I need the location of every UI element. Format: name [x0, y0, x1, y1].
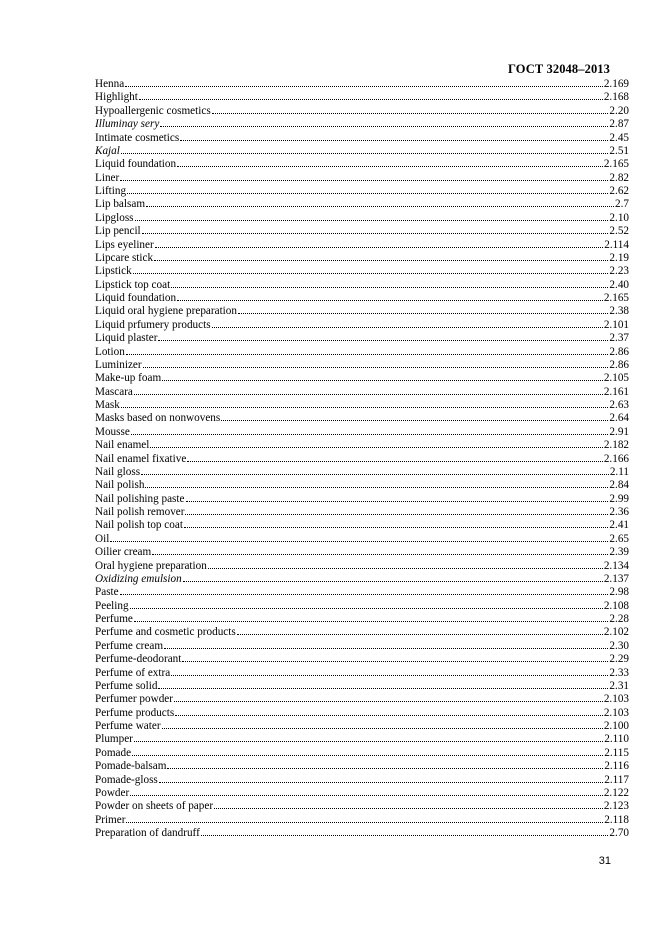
dot-leader: [237, 634, 603, 635]
index-reference: 2.165: [603, 292, 629, 304]
index-term: Oilier cream: [95, 546, 152, 559]
index-reference: 2.63: [609, 399, 629, 411]
index-reference: 2.28: [609, 613, 629, 625]
index-entry: [95, 640, 629, 653]
index-reference: 2.86: [609, 358, 629, 371]
dot-leader: [134, 621, 609, 622]
index-entry: [95, 372, 629, 385]
index-reference: 2.166: [603, 452, 629, 465]
index-entry: [95, 212, 629, 225]
index-reference: 2.110: [604, 733, 629, 746]
index-reference: 2.117: [604, 773, 629, 786]
index-reference: 2.20: [609, 104, 629, 117]
index-entry: [95, 800, 629, 813]
index-entry: [95, 613, 629, 626]
index-reference: 2.37: [609, 332, 629, 345]
index-term: Pomade: [95, 746, 132, 759]
index-term: Illuminay sery: [95, 118, 160, 131]
index-entry: [95, 626, 629, 639]
index-reference: 2.65: [609, 532, 629, 545]
index-entry: [95, 158, 629, 171]
index-reference: 2.45: [609, 131, 629, 144]
index-entry: [95, 426, 629, 439]
dot-leader: [150, 447, 602, 448]
index-reference: 2.84: [609, 479, 629, 492]
index-reference: 2.51: [609, 144, 629, 157]
index-entry: [95, 747, 629, 760]
index-term: Liquid foundation: [95, 292, 177, 304]
index-entry: [95, 172, 629, 185]
index-term: Powder on sheets of paper: [95, 800, 214, 813]
index-entry: [95, 546, 629, 559]
index-entry: [95, 774, 629, 787]
index-entry: [95, 252, 629, 265]
dot-leader: [146, 206, 614, 207]
index-reference: 2.64: [609, 412, 629, 425]
index-reference: 2.7: [615, 198, 629, 211]
dot-leader: [182, 661, 608, 662]
dot-leader: [152, 554, 608, 555]
index-term: Henna: [95, 78, 125, 90]
index-term: Plumper: [95, 733, 133, 746]
index-reference: 2.103: [603, 693, 629, 706]
dot-leader: [134, 394, 603, 395]
index-entry: [95, 279, 629, 292]
index-term: Kajal: [95, 144, 120, 157]
dot-leader: [167, 768, 603, 769]
dot-leader: [130, 795, 603, 796]
dot-leader: [183, 581, 603, 582]
index-reference: 2.33: [609, 666, 629, 679]
dot-leader: [132, 755, 603, 756]
dot-leader: [155, 247, 604, 248]
index-term: Intimate cosmetics: [95, 131, 180, 144]
index-term: Lifting: [95, 185, 127, 197]
dot-leader: [142, 233, 609, 234]
dot-leader: [201, 835, 609, 836]
index-entry: [95, 225, 629, 238]
dot-leader: [130, 608, 603, 609]
index-term: Perfume water: [95, 720, 161, 732]
index-reference: 2.116: [604, 760, 629, 773]
index-entry: [95, 667, 629, 680]
index-entry: [95, 693, 629, 706]
index-entry: [95, 560, 629, 573]
index-term: Nail enamel fixative: [95, 452, 187, 465]
dot-leader: [158, 340, 608, 341]
dot-leader: [208, 568, 603, 569]
index-entry: [95, 386, 629, 399]
index-term: Liquid plaster: [95, 332, 158, 345]
dot-leader: [145, 487, 608, 488]
index-reference: 2.169: [603, 78, 629, 90]
index-entry: [95, 707, 629, 720]
dot-leader: [133, 273, 609, 274]
index-entry: [95, 305, 629, 318]
dot-leader: [141, 474, 609, 475]
index-reference: 2.23: [609, 265, 629, 278]
index-reference: 2.161: [603, 385, 629, 398]
index-reference: 2.101: [603, 318, 629, 331]
index-entry: [95, 586, 629, 599]
dot-leader: [110, 541, 608, 542]
dot-leader: [121, 153, 609, 154]
index-entry: [95, 399, 629, 412]
index-term: Primer: [95, 813, 126, 826]
dot-leader: [158, 688, 608, 689]
index-term: Liquid prfumery products: [95, 318, 211, 331]
dot-leader: [160, 126, 608, 127]
dot-leader: [134, 741, 603, 742]
dot-leader: [212, 113, 609, 114]
index-reference: 2.52: [609, 225, 629, 238]
index-entry: [95, 787, 629, 800]
index-reference: 2.123: [603, 800, 629, 813]
index-term: Lipcare stick: [95, 251, 154, 264]
index-entry: [95, 118, 629, 131]
index-reference: 2.108: [603, 599, 629, 612]
index-reference: 2.99: [609, 492, 629, 505]
index-term: Nail polish remover: [95, 506, 185, 518]
index-reference: 2.105: [603, 372, 629, 385]
dot-leader: [135, 220, 609, 221]
index-term: Nail gloss: [95, 465, 141, 478]
index-term: Perfume cream: [95, 639, 164, 652]
index-term: Mask: [95, 399, 120, 411]
index-term: Oil: [95, 532, 110, 545]
index-entry: [95, 359, 629, 372]
index-reference: 2.165: [603, 158, 629, 171]
dot-leader: [143, 367, 609, 368]
index-reference: 2.87: [609, 118, 629, 131]
index-entry: [95, 78, 629, 91]
index-term: Lipstick top coat: [95, 278, 171, 291]
index-reference: 2.168: [603, 91, 629, 104]
index-term: Nail enamel: [95, 439, 150, 452]
index-term: Perfumer powder: [95, 693, 173, 706]
index-reference: 2.100: [603, 720, 629, 732]
index-term: Perfume-deodorant: [95, 653, 182, 666]
dot-leader: [154, 260, 608, 261]
index-term: Pomade-gloss: [95, 773, 158, 786]
dot-leader: [171, 287, 608, 288]
dot-leader: [120, 594, 609, 595]
index-reference: 2.29: [609, 653, 629, 666]
page-number: 31: [598, 855, 611, 867]
dot-leader: [126, 354, 609, 355]
index-entry: [95, 653, 629, 666]
dot-leader: [221, 420, 608, 421]
index-reference: 2.38: [609, 305, 629, 318]
index-reference: 2.19: [609, 251, 629, 264]
index-entry: [95, 332, 629, 345]
index-reference: 2.40: [609, 278, 629, 291]
index-reference: 2.114: [604, 238, 629, 251]
dot-leader: [175, 715, 603, 716]
index-reference: 2.70: [609, 827, 629, 839]
index-entry: [95, 265, 629, 278]
index-entry: [95, 198, 629, 211]
index-term: Paste: [95, 586, 119, 599]
document-header: ГОСТ 32048–2013: [507, 62, 610, 76]
index-entry: [95, 573, 629, 586]
index-entry: [95, 91, 629, 104]
index-entry: [95, 733, 629, 746]
index-entry: [95, 346, 629, 359]
dot-leader: [238, 313, 608, 314]
index-term: Nail polish: [95, 479, 145, 492]
index-reference: 2.182: [603, 439, 629, 452]
dot-leader: [131, 434, 609, 435]
index-term: Oxidizing emulsion: [95, 572, 182, 585]
index-term: Powder: [95, 786, 130, 799]
index-entry: [95, 814, 629, 827]
dot-leader: [126, 822, 603, 823]
index-term: Make-up foam: [95, 372, 162, 385]
index-reference: 2.98: [609, 586, 629, 599]
index-entry: [95, 479, 629, 492]
index-term: Perfume: [95, 613, 133, 625]
dot-leader: [177, 300, 603, 301]
index-term: Masks based on nonwovens: [95, 412, 221, 425]
index-reference: 2.86: [609, 345, 629, 358]
index-reference: 2.82: [609, 171, 629, 184]
index-entry: [95, 720, 629, 733]
index-term: Perfume of extra: [95, 666, 171, 679]
index-entry: [95, 760, 629, 773]
index-term: Liquid oral hygiene preparation: [95, 305, 237, 318]
dot-leader: [212, 327, 603, 328]
index-reference: 2.115: [604, 746, 629, 759]
index-term: Lipstick: [95, 265, 132, 278]
index-reference: 2.62: [609, 185, 629, 197]
dot-leader: [185, 514, 608, 515]
index-entry: [95, 453, 629, 466]
index-term: Lotion: [95, 345, 125, 358]
index-entry: [95, 506, 629, 519]
dot-leader: [214, 808, 603, 809]
index-entry: [95, 292, 629, 305]
dot-leader: [184, 527, 608, 528]
index-entry: [95, 239, 629, 252]
index-list: [95, 78, 629, 840]
index-reference: 2.36: [609, 506, 629, 518]
dot-leader: [162, 728, 603, 729]
index-reference: 2.30: [609, 639, 629, 652]
index-term: Mousse: [95, 425, 130, 438]
index-entry: [95, 412, 629, 425]
index-entry: [95, 185, 629, 198]
dot-leader: [180, 140, 608, 141]
dot-leader: [139, 99, 603, 100]
index-reference: 2.11: [609, 465, 629, 478]
index-term: Lip pencil: [95, 225, 141, 238]
dot-leader: [171, 675, 608, 676]
dot-leader: [127, 193, 608, 194]
index-reference: 2.137: [603, 572, 629, 585]
index-term: Highlight: [95, 91, 138, 104]
index-term: Hypoallergenic cosmetics: [95, 104, 211, 117]
dot-leader: [186, 501, 609, 502]
index-term: Nail polish top coat: [95, 519, 183, 532]
index-term: Perfume products: [95, 706, 175, 719]
index-reference: 2.118: [604, 813, 629, 826]
index-term: Peeling: [95, 599, 129, 612]
index-term: Perfume solid: [95, 679, 158, 692]
index-term: Liner: [95, 171, 120, 184]
index-term: Pomade-balsam: [95, 760, 167, 773]
index-term: Lipgloss: [95, 211, 134, 224]
index-term: Lip balsam: [95, 198, 146, 211]
index-term: Liquid foundation: [95, 158, 177, 171]
index-term: Luminizer: [95, 358, 142, 371]
index-entry: [95, 145, 629, 158]
index-entry: [95, 132, 629, 145]
index-entry: [95, 827, 629, 840]
dot-leader: [125, 86, 603, 87]
index-reference: 2.10: [609, 211, 629, 224]
index-reference: 2.41: [609, 519, 629, 532]
index-reference: 2.102: [603, 626, 629, 639]
index-entry: [95, 319, 629, 332]
dot-leader: [174, 701, 603, 702]
index-entry: [95, 519, 629, 532]
index-entry: [95, 533, 629, 546]
dot-leader: [121, 407, 609, 408]
index-term: Perfume and cosmetic products: [95, 626, 236, 639]
index-term: Oral hygiene preparation: [95, 559, 207, 572]
dot-leader: [164, 648, 608, 649]
index-entry: [95, 466, 629, 479]
index-entry: [95, 439, 629, 452]
dot-leader: [159, 782, 603, 783]
index-reference: 2.31: [609, 679, 629, 692]
index-reference: 2.134: [603, 559, 629, 572]
dot-leader: [187, 461, 603, 462]
index-reference: 2.103: [603, 706, 629, 719]
dot-leader: [177, 166, 603, 167]
index-term: Mascara: [95, 385, 133, 398]
index-entry: [95, 600, 629, 613]
index-term: Nail polishing paste: [95, 492, 185, 505]
index-reference: 2.122: [603, 786, 629, 799]
dot-leader: [162, 380, 603, 381]
index-reference: 2.91: [609, 425, 629, 438]
index-term: Lips eyeliner: [95, 238, 154, 251]
index-entry: [95, 680, 629, 693]
dot-leader: [120, 180, 608, 181]
index-entry: [95, 493, 629, 506]
index-term: Preparation of dandruff: [95, 827, 200, 839]
index-reference: 2.39: [609, 546, 629, 559]
index-entry: [95, 105, 629, 118]
